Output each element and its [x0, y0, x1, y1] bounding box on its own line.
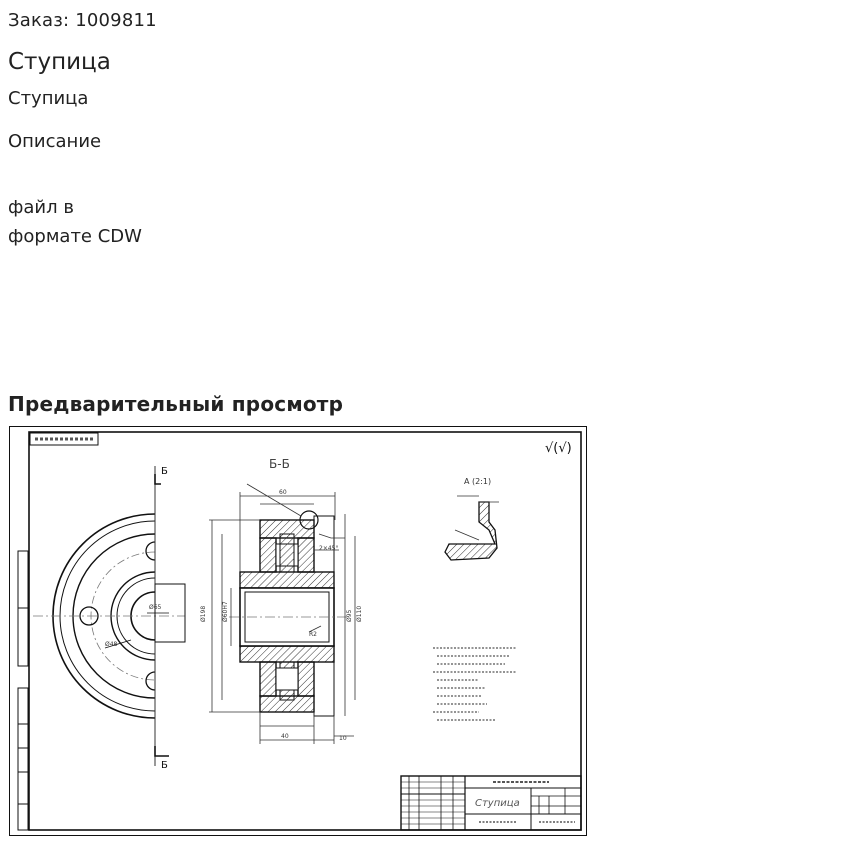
dimension-label: Ø65: [149, 604, 162, 611]
dimension-label: Ø48: [105, 641, 118, 648]
title-block-name: Ступица: [475, 798, 520, 809]
dimension-label: Ø110: [356, 605, 363, 622]
dimension-label: Ø198: [200, 605, 207, 622]
section-letter-bottom: Б: [161, 760, 168, 771]
detail-label: А (2:1): [464, 477, 492, 486]
roughness-symbol: √(√): [545, 441, 572, 456]
dimension-label: Ø95: [346, 609, 353, 622]
dimension-label: R2: [309, 631, 317, 638]
dimension-label: 10: [339, 735, 347, 742]
dimension-label: 40: [281, 733, 289, 740]
description-heading: Описание: [8, 131, 102, 152]
order-number: Заказ: 1009811: [8, 10, 157, 31]
product-subtitle: Ступица: [8, 88, 89, 109]
dimension-label: Ø60H7: [222, 601, 229, 622]
product-title: Ступица: [8, 49, 111, 75]
preview-heading: Предварительный просмотр: [8, 392, 344, 416]
description-line-1: файл в: [8, 197, 74, 218]
section-view-label: Б-Б: [269, 457, 290, 471]
technical-drawing: [9, 426, 587, 836]
dimension-label: 60: [279, 489, 287, 496]
dimension-label: 2×45°: [319, 545, 339, 552]
description-text: [8, 193, 228, 251]
section-letter-top: Б: [161, 466, 168, 477]
description-line-2: формате CDW: [8, 226, 142, 247]
drawing-preview-image: [9, 426, 587, 836]
